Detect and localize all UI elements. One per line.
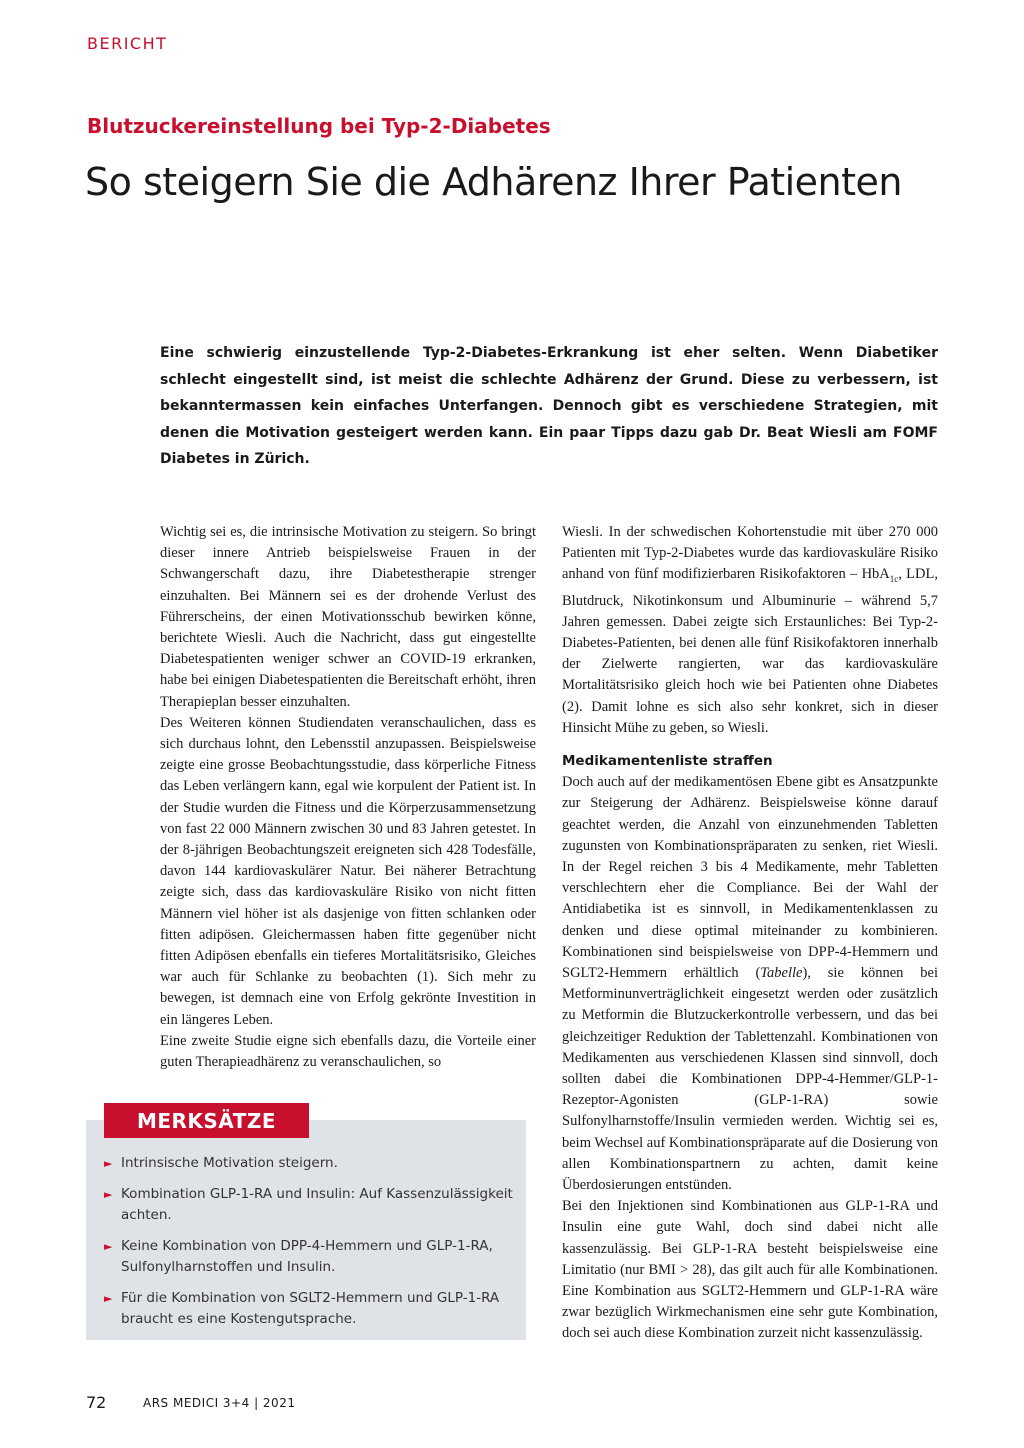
key-point-text: Kombination GLP-1-RA und Insulin: Auf Kassenzulässigkeit achten.	[121, 1186, 513, 1223]
key-point-item	[104, 1184, 514, 1226]
key-point-text: Intrinsische Motivation steigern.	[121, 1155, 338, 1171]
text-run: , LDL, Blutdruck, Nikotinkonsum und Albuminurie – während 5,7 Jahren gemessen. Dabei zeigte sich Erstaunliches: Bei Typ-2-Diabetes-Patienten, bei denen alle fünf Risikofaktoren innerhalb der Zielwerte rangierten, war das kardiovaskuläre Mortalitätsrisiko gleich hoch wie bei Patienten ohne Diabetes (2). Damit lohne es sich also sehr konkret, sich in dieser Hinsicht Mühe zu geben, so Wiesli.	[562, 566, 938, 736]
section-label: BERICHT	[87, 34, 168, 53]
body-paragraph: Des Weiteren können Studiendaten veranschaulichen, dass es sich durchaus lohnt, den Lebensstil anzupassen. Beispielsweise zeigte eine grosse Beobachtungsstudie, dass körperliche Fitness das Leben verlängern kann, egal wie korpulent der Patient ist. In der Studie wurden die Fitness und die Körperzusammensetzung von fast 22 000 Männern zwischen 30 und 83 Jahren getestet. In der 8-jährigen Beobachtungszeit ereigneten sich 428 Todesfälle, davon 144 kardiovaskulärer Natur. Bei näherer Betrachtung zeigte sich, dass das kardiovaskuläre Risiko von nicht fitten Männern viel höher ist als dasjenige von fitten schlanken oder fitten adipösen. Gleichermassen haben fitte gegenüber nicht fitten Adipösen ebenfalls ein tieferes Mortalitätsrisiko, Gleiches war auch für Schlanke zu beobachten (1). Sich mehr zu bewegen, ist demnach eine von Erfolg gekrönte Investition in ein längeres Leben.	[160, 714, 536, 1028]
body-paragraph: Wichtig sei es, die intrinsische Motivation zu steigern. So bringt dieser innere Antrieb beispielsweise Frauen in der Schwangerschaft dazu, ihre Diabetestherapie strenger einzuhalten. Bei Männern sei es der drohende Verlust des Führerscheins, der einen Motivationsschub bewirken könne, berichtete Wiesli. Auch die Nachricht, dass gut eingestellte Diabetespatienten weniger schwer an COVID-19 erkranken, habe bei einigen Diabetespatienten die Bereitschaft erhöht, ihren Therapieplan besser einzuhalten.	[160, 524, 536, 710]
key-points-list	[104, 1153, 514, 1340]
article-lead: Eine schwierig einzustellende Typ-2-Diabetes-Erkrankung ist eher selten. Wenn Diabetiker schlecht eingestellt sind, ist meist die schlechte Adhärenz der Grund. Diese zu verbessern, ist bekanntermassen kein einfaches Unterfangen. Dennoch gibt es verschiedene Strategien, mit denen die Motivation gesteigert werden kann. Ein paar Tipps dazu gab Dr. Beat Wiesli am FOMF Diabetes in Zürich.	[160, 345, 938, 467]
text-run: Doch auch auf der medikamentösen Ebene gibt es Ansatzpunkte zur Steigerung der Adhärenz. Beispielsweise könne darauf geachtet werden, die Anzahl von einzunehmenden Tabletten zugunsten von Kombinationspräparaten zu senken, riet Wiesli. In der Regel reichen 3 bis 4 Medikamente, mehr Tabletten verschlechtern eher die Compliance. Bei der Wahl der Antidiabetika ist es sinnvoll, in Medikamentenklassen zu denken und diese optimal miteinander zu kombinieren. Kombinationen sind beispielsweise von DPP-4-Hemmern und SGLT2-Hemmern erhältlich (	[562, 774, 938, 981]
body-column-right	[562, 522, 938, 1345]
key-point-item	[104, 1288, 514, 1330]
article-kicker: Blutzuckereinstellung bei Typ-2-Diabetes	[87, 114, 551, 138]
triangle-bullet-icon: ►	[104, 1157, 113, 1170]
text-subscript: 1c	[889, 574, 899, 585]
journal-footer: ARS MEDICI 3+4 | 2021	[143, 1396, 296, 1410]
key-point-text: Keine Kombination von DPP-4-Hemmern und GLP-1-RA, Sulfonylharnstoffen und Insulin.	[121, 1238, 493, 1275]
key-point-item	[104, 1153, 514, 1174]
key-point-item	[104, 1236, 514, 1278]
triangle-bullet-icon: ►	[104, 1188, 113, 1201]
body-paragraph	[562, 522, 938, 739]
body-paragraph	[562, 772, 938, 1196]
text-run: Wiesli. In der schwedischen Kohortenstudie mit über 270 000 Patienten mit Typ-2-Diabetes wurde das kardiovaskuläre Risiko anhand von fünf modifizierbaren Risikofaktoren – HbA	[562, 524, 938, 583]
triangle-bullet-icon: ►	[104, 1240, 113, 1253]
body-column-left	[160, 522, 536, 1073]
section-subheading: Medikamentenliste straffen	[562, 752, 773, 769]
table-reference: Tabelle	[760, 964, 803, 981]
triangle-bullet-icon: ►	[104, 1292, 113, 1305]
page-number: 72	[86, 1393, 107, 1412]
key-point-text: Für die Kombination von SGLT2-Hemmern und GLP-1-RA braucht es eine Kostengutsprache.	[121, 1290, 500, 1327]
body-paragraph: Bei den Injektionen sind Kombinationen aus GLP-1-RA und Insulin eine gute Wahl, doch sind dabei nicht alle kassenzulässig. Bei GLP-1-RA besteht beispielsweise eine Limitatio (nur BMI > 28), das gilt auch für alle Kombinationen. Eine Kombination aus SGLT2-Hemmern und GLP-1-RA wäre zwar bezüglich Wirkmechanismen eine sehr gute Kombination, doch sei auch diese Kombination zurzeit nicht kassenzulässig.	[562, 1198, 938, 1342]
key-points-title: MERKSÄTZE	[104, 1103, 309, 1138]
text-run: ), sie können bei Metforminunverträglichkeit eingesetzt werden oder zusätzlich zu Metformin die Blutzuckerkontrolle verbessern, und das bei gleichzeitiger Reduktion der Tablettenzahl. Kombinationen von Medikamenten aus verschiedenen Klassen sind sinnvoll, doch sollten dabei die Kombinationen DPP-4-Hemmer/GLP-1-Rezeptor-Agonisten (GLP-1-RA) sowie Sulfonylharnstoffe/Insulin vermieden werden. Wichtig sei es, beim Wechsel auf Kombinationspräparate auf die Dosierung von allen Kombinationspartnern zu achten, damit keine Überdosierungen entstünden.	[562, 964, 938, 1193]
body-paragraph: Eine zweite Studie eigne sich ebenfalls dazu, die Vorteile einer guten Therapieadhärenz zu veranschaulichen, so	[160, 1032, 536, 1071]
article-headline: So steigern Sie die Adhärenz Ihrer Patienten	[85, 160, 903, 204]
